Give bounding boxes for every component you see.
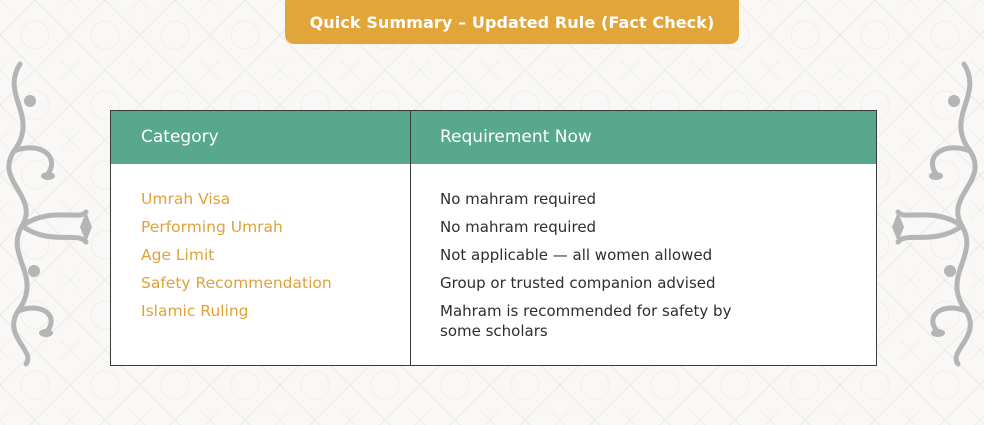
column-divider — [410, 111, 411, 365]
category-cell: Safety Recommendation — [141, 274, 332, 292]
requirement-cell: No mahram required — [440, 190, 597, 208]
category-cell: Performing Umrah — [141, 218, 283, 236]
table-header — [111, 111, 876, 164]
column-header-category: Category — [141, 127, 219, 147]
banner-title: Quick Summary – Updated Rule (Fact Check) — [309, 12, 715, 32]
column-header-requirement: Requirement Now — [440, 127, 592, 147]
requirement-cell: No mahram required — [440, 218, 597, 236]
left-ornament — [0, 56, 92, 368]
category-cell: Islamic Ruling — [141, 302, 249, 320]
category-list — [141, 189, 332, 329]
requirement-cell: Not applicable — all women allowed — [440, 246, 713, 264]
summary-table — [110, 110, 877, 366]
requirement-list — [440, 189, 860, 341]
category-cell: Umrah Visa — [141, 190, 231, 208]
category-cell: Age Limit — [141, 246, 215, 264]
requirement-cell: Group or trusted companion advised — [440, 274, 716, 292]
title-banner — [285, 0, 739, 44]
requirement-cell: Mahram is recommended for safety by some scholars — [440, 302, 732, 340]
right-ornament — [892, 56, 984, 368]
